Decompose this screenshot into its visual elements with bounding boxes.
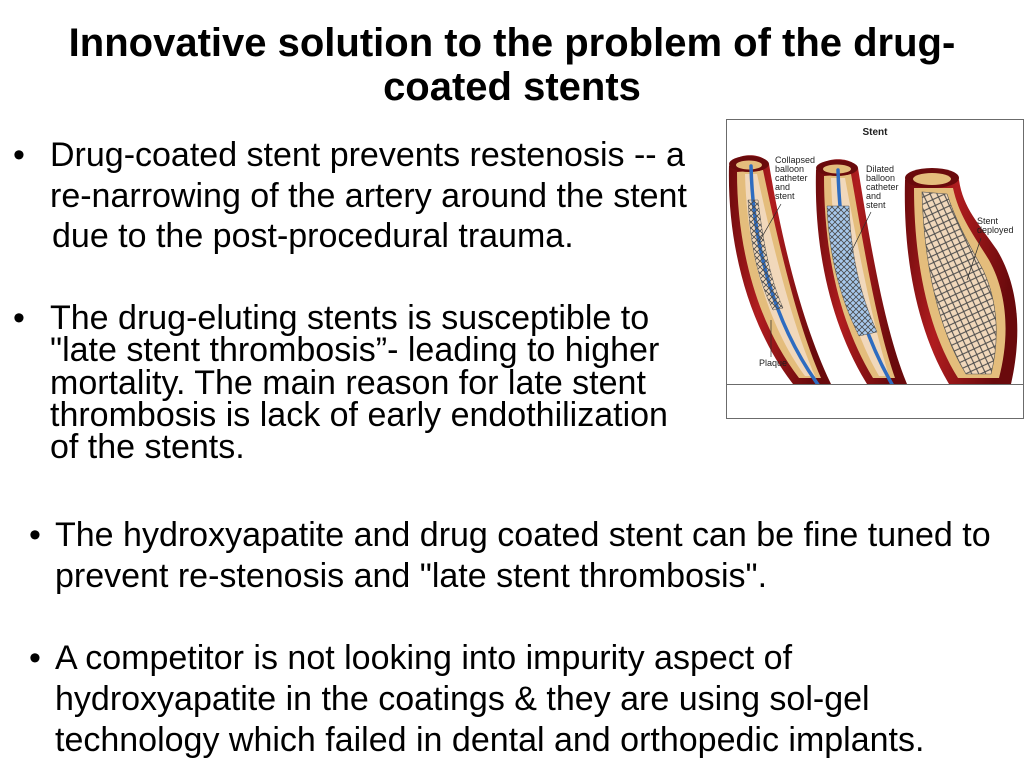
- bullet-line: technology which failed in dental and orthopedic implants.: [55, 721, 925, 759]
- bullet-marker: •: [29, 639, 41, 677]
- bullet-line: The hydroxyapatite and drug coated stent can be fine tuned to: [55, 516, 991, 554]
- label-line: stent: [775, 191, 795, 201]
- label-line: Collapsed: [775, 155, 816, 165]
- bullet-hydroxyapatite: [29, 515, 999, 596]
- label-line: Plaque: [759, 358, 788, 368]
- label-line: catheter: [775, 173, 808, 183]
- bullet-thrombosis: [13, 298, 673, 467]
- bullet-line: due to the post-procedural trauma.: [52, 217, 574, 255]
- bullet-line: prevent re-stenosis and "late stent thrombosis".: [55, 557, 768, 595]
- bullet-marker: •: [29, 516, 41, 554]
- slide-title: Innovative solution to the problem of the drug-coated stents: [68, 21, 956, 109]
- label-line: balloon: [866, 173, 896, 183]
- bullet-line: mortality. The main reason for late stent: [50, 364, 646, 402]
- bullet-line: of the stents.: [50, 428, 245, 466]
- bullet-line: Drug-coated stent prevents restenosis -- a: [50, 136, 685, 174]
- figure-title: Stent: [862, 127, 888, 138]
- bullet-restenosis: [13, 135, 693, 256]
- label-line: deployed: [977, 225, 1014, 235]
- bullet-line: re-narrowing of the artery around the stent: [50, 177, 687, 215]
- label-line: Dilated: [866, 164, 895, 174]
- artery-opening-inner: [736, 161, 762, 170]
- bullet-marker: •: [13, 299, 25, 337]
- artery-dilated-stent: [816, 159, 907, 384]
- artery-deployed-stent: [905, 168, 1017, 384]
- bullet-line: hydroxyapatite in the coatings & they are using sol-gel: [55, 680, 870, 718]
- bullet-line: "late stent thrombosis”- leading to higher: [50, 331, 660, 369]
- label-line: balloon: [775, 164, 805, 174]
- bullet-line: thrombosis is lack of early endothilization: [50, 396, 668, 434]
- artery-opening-inner: [913, 173, 951, 185]
- stent-figure: [726, 119, 1024, 419]
- stent-illustration: [727, 120, 1023, 384]
- label-line: and: [775, 182, 791, 192]
- bullet-marker: •: [13, 136, 25, 174]
- label-line: catheter: [866, 182, 899, 192]
- bullet-line: The drug-eluting stents is susceptible to: [50, 299, 650, 337]
- label-line: stent: [866, 200, 886, 210]
- label-line: and: [866, 191, 882, 201]
- bullet-competitor: [29, 638, 929, 760]
- label-line: Stent: [977, 216, 999, 226]
- bullet-line: A competitor is not looking into impurity aspect of: [55, 639, 793, 677]
- figure-caption-area: [727, 385, 1023, 418]
